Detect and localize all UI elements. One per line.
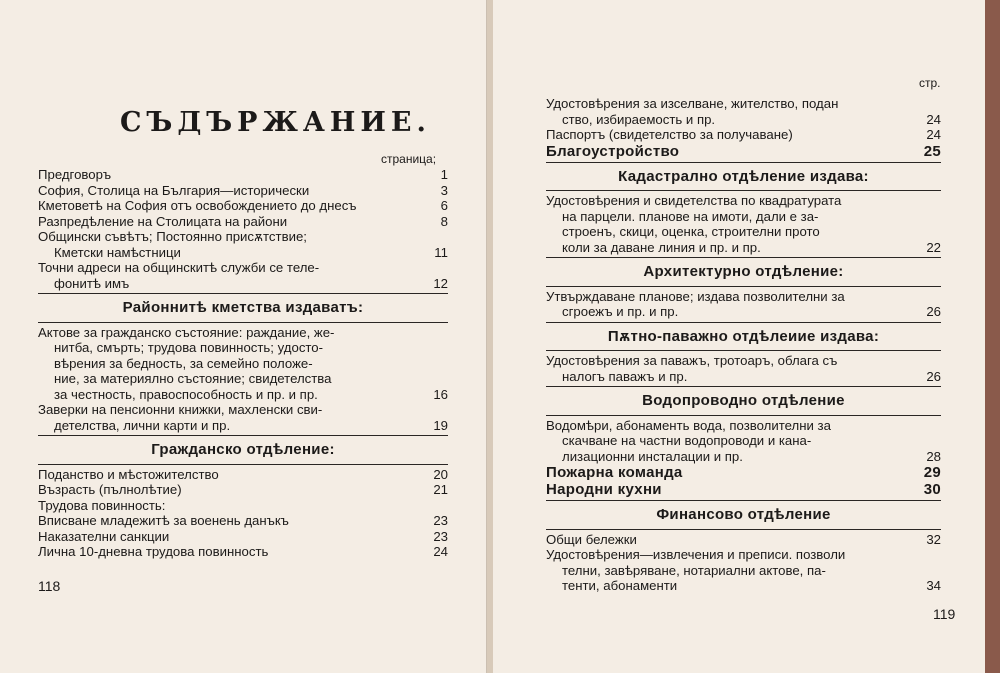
- toc-entry: [38, 544, 448, 560]
- toc-group-5: [546, 418, 941, 499]
- toc-entry: [546, 193, 941, 209]
- toc-entry: [546, 547, 941, 563]
- toc-entry-text: строенъ, скици, оценка, строителни прото: [562, 224, 820, 239]
- toc-entry: [38, 245, 448, 261]
- toc-entry: [38, 260, 448, 276]
- toc-left: [38, 167, 448, 560]
- toc-entry: [38, 418, 448, 434]
- toc-entry-text: лизационни инсталации и пр.: [562, 448, 743, 464]
- section-heading: Гражданско отдѣление:: [151, 441, 335, 458]
- toc-entry-page: 11: [434, 244, 448, 260]
- toc-entry-page: 26: [926, 304, 941, 319]
- toc-entry: [546, 224, 941, 240]
- divider: [38, 293, 448, 294]
- toc-entry: [546, 143, 941, 160]
- toc-entry: [38, 325, 448, 341]
- toc-entry: [546, 481, 941, 498]
- divider: [546, 500, 941, 501]
- toc-entry-text: Удостовѣрения—извлечения и преписи. позволи: [546, 547, 846, 562]
- toc-entry-text: Общински съвѣтъ; Постоянно присѫтствие;: [38, 229, 307, 244]
- toc-entry-page: 24: [926, 111, 941, 127]
- toc-entry-text: фонитѣ имъ: [54, 275, 130, 291]
- section-heading: Пѫтно-паважно отдѣлеиие издава:: [607, 327, 880, 345]
- toc-entry: [546, 563, 941, 579]
- toc-entry-page: 3: [440, 182, 448, 198]
- toc-entry: [38, 371, 448, 387]
- toc-entry: [38, 529, 448, 545]
- toc-entry-text: София, Столица на България—исторически: [38, 182, 310, 198]
- toc-entry: [546, 112, 941, 128]
- toc-entry-text: детелства, лични карти и пр.: [54, 417, 231, 433]
- toc-entry-text: сгроежъ и пр. и пр.: [562, 304, 679, 319]
- toc-entry: [546, 464, 941, 481]
- toc-entry: [38, 498, 448, 514]
- toc-entry: [546, 532, 941, 548]
- toc-entry-page: 23: [433, 513, 448, 528]
- divider: [546, 529, 941, 530]
- toc-entry: [38, 229, 448, 245]
- toc-entry-text: Удостовѣрения за изселване, жителство, подан: [546, 96, 839, 111]
- toc-entry-text: Кметоветѣ на София отъ освобождението до днесъ: [38, 198, 357, 213]
- toc-entry: [38, 482, 448, 498]
- toc-entry-text: Лична 10-дневна трудова повинность: [38, 544, 269, 559]
- toc-entry-text: тенти, абонаменти: [562, 578, 678, 593]
- left-page: [0, 0, 487, 673]
- toc-entry-page: 24: [926, 127, 941, 142]
- toc-entry-text: Удостовѣрения за паважъ, тротоаръ, облага съ: [546, 353, 838, 368]
- toc-entry-text: ство, избираемость и пр.: [562, 111, 716, 127]
- toc-entry-text: Предговоръ: [38, 167, 112, 182]
- toc-entry: [546, 209, 941, 225]
- toc-entry-page: 30: [923, 481, 941, 498]
- toc-entry: [38, 167, 448, 183]
- toc-entry: [38, 513, 448, 529]
- toc-group-2: [38, 325, 448, 434]
- toc-entry-text: скачване на частни водопроводи и кана-: [562, 433, 812, 448]
- right-page: [493, 0, 985, 673]
- toc-group-6: [546, 532, 941, 594]
- divider: [546, 386, 941, 387]
- divider: [38, 435, 448, 436]
- toc-entry: [546, 418, 941, 434]
- toc-entry-page: 34: [926, 578, 941, 593]
- toc-entry-page: 12: [433, 275, 448, 291]
- toc-entry-text: Разпредѣление на Столицата на райони: [38, 213, 288, 229]
- toc-entry: [546, 240, 941, 256]
- toc-entry: [546, 304, 941, 320]
- toc-entry-page: 24: [433, 544, 448, 559]
- toc-entry: [546, 96, 941, 112]
- toc-entry-text: телни, завѣряване, нотариални актове, па-: [562, 562, 826, 578]
- toc-entry-text: нитба, смърть; трудова повинность; удосто-: [54, 340, 324, 355]
- section-heading: Финансово отдѣление: [656, 506, 831, 523]
- toc-entry-text: коли за даване линия и пр. и пр.: [562, 239, 761, 255]
- section-heading: Районнитѣ кметства издаватъ:: [122, 299, 364, 316]
- toc-entry-page: 16: [433, 386, 448, 402]
- toc-entry: [38, 356, 448, 372]
- column-header: стр.: [919, 76, 941, 90]
- toc-entry: [546, 449, 941, 465]
- divider: [38, 322, 448, 323]
- toc-entry: [38, 198, 448, 214]
- toc-entry: [38, 387, 448, 403]
- divider: [546, 257, 941, 258]
- toc-entry-text: ние, за материялно състояние; свидетелства: [54, 371, 332, 386]
- divider: [546, 350, 941, 351]
- toc-entry-text: Трудова повинность:: [38, 497, 166, 513]
- toc-entry: [38, 340, 448, 356]
- toc-entry-page: 1: [440, 167, 448, 182]
- toc-entry-text: на парцели. планове на имоти, дали е за-: [562, 208, 819, 224]
- toc-entry: [546, 289, 941, 305]
- toc-entry: [546, 353, 941, 369]
- toc-entry-page: 25: [923, 142, 941, 160]
- toc-entry-text: Вписване младежитѣ за военень данъкъ: [38, 513, 289, 528]
- toc-entry-text: Възрасть (пълнолѣтие): [38, 482, 182, 497]
- toc-entry: [546, 433, 941, 449]
- toc-entry-text: Пожарна команда: [546, 464, 683, 481]
- toc-entry-text: Народни кухни: [546, 481, 662, 498]
- column-header: страница;: [381, 152, 437, 166]
- page-number: 118: [38, 578, 61, 594]
- toc-entry-page: 8: [440, 213, 448, 229]
- section-heading: Кадастрално отдѣление издава:: [618, 167, 869, 185]
- section-heading: Архитектурно отдѣление:: [643, 263, 844, 280]
- toc-entry-page: 6: [440, 198, 448, 213]
- toc-entry-text: Благоустройство: [546, 142, 680, 160]
- toc-entry: [38, 214, 448, 230]
- toc-entry-page: 19: [433, 417, 448, 433]
- toc-entry-page: 29: [923, 464, 941, 481]
- toc-entry-text: Удостовѣрения и свидетелства по квадратурата: [546, 193, 842, 208]
- toc-entry: [38, 183, 448, 199]
- toc-entry-text: Поданство и мѣстожителство: [38, 466, 219, 482]
- toc-entry-page: 21: [433, 482, 448, 497]
- toc-entry-page: 22: [926, 239, 941, 255]
- toc-group-1: [38, 167, 448, 291]
- toc-entry-page: 23: [433, 528, 448, 544]
- toc-entry-text: Общи бележки: [546, 531, 637, 547]
- toc-group-3: [38, 467, 448, 560]
- toc-entry: [38, 402, 448, 418]
- divider: [546, 286, 941, 287]
- page-number: 119: [933, 606, 956, 622]
- toc-entry-text: Наказателни санкции: [38, 528, 170, 544]
- toc-entry: [546, 578, 941, 594]
- divider: [546, 162, 941, 163]
- toc-entry-text: налогъ паважъ и пр.: [562, 368, 688, 384]
- divider: [546, 190, 941, 191]
- toc-entry-text: Актове за гражданско състояние: раждание, же-: [38, 324, 335, 340]
- divider: [546, 415, 941, 416]
- book-cover-edge: [985, 0, 1000, 673]
- toc-entry-text: вѣрения за бедность, за семейно положе-: [54, 355, 313, 371]
- toc-entry-page: 28: [926, 448, 941, 464]
- toc-entry-text: Заверки на пенсионни книжки, махленски сви-: [38, 402, 323, 417]
- toc-entry-text: Кметски намѣстници: [54, 244, 181, 260]
- toc-entry: [38, 467, 448, 483]
- toc-group-4: [546, 353, 941, 384]
- toc-entry-text: Точни адреси на общинскитѣ служби се теле-: [38, 260, 320, 275]
- toc-entry: [546, 369, 941, 385]
- page-title: СЪДЪРЖАНИЕ.: [120, 107, 431, 138]
- toc-group-3: [546, 289, 941, 320]
- toc-group-2: [546, 193, 941, 255]
- divider: [38, 464, 448, 465]
- toc-right: [546, 96, 941, 594]
- toc-entry-page: 32: [926, 531, 941, 547]
- toc-group-1: [546, 96, 941, 160]
- divider: [546, 322, 941, 323]
- toc-entry-text: Водомѣри, абонаменть вода, позволителни за: [546, 417, 831, 433]
- toc-entry-page: 26: [926, 368, 941, 384]
- toc-entry-text: за честность, правоспособность и пр. и пр.: [54, 386, 318, 402]
- toc-entry: [38, 276, 448, 292]
- toc-entry-text: Паспортъ (свидетелство за получаване): [546, 127, 793, 142]
- toc-entry: [546, 127, 941, 143]
- toc-entry-page: 20: [433, 466, 448, 482]
- toc-entry-text: Утвърждаване планове; издава позволителни за: [546, 288, 845, 304]
- section-heading: Водопроводно отдѣление: [642, 392, 845, 409]
